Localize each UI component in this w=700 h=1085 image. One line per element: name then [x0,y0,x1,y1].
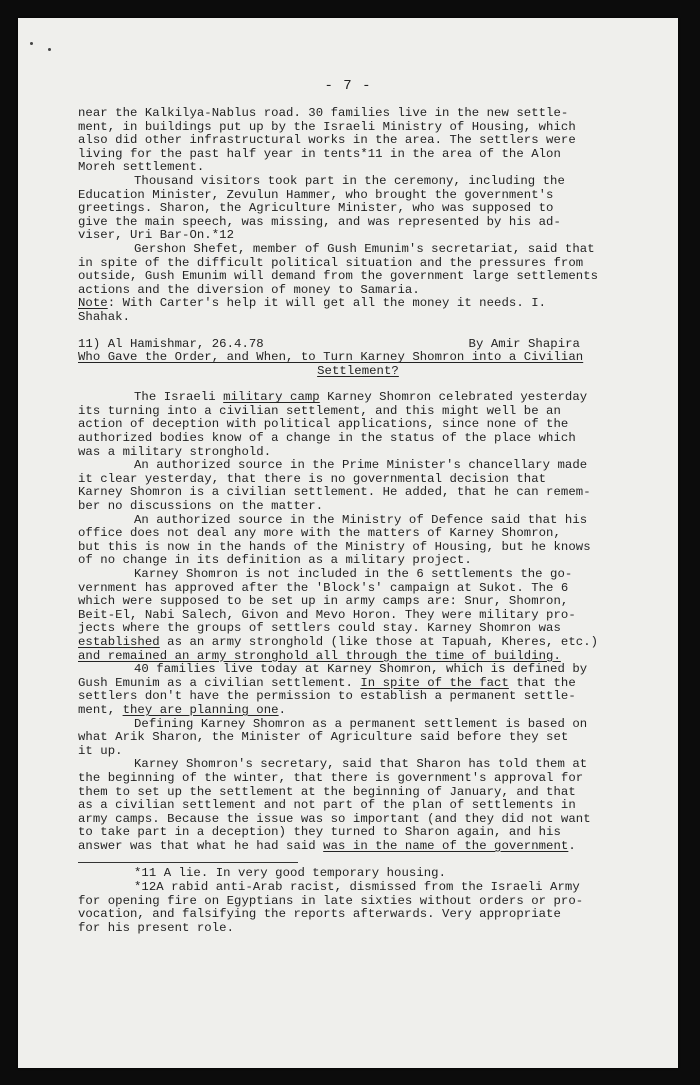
text-line: give the main speech, was missing, and was represented by his ad- [78,214,561,229]
text-line: also did other infrastructural works in the area. The settlers were [78,133,576,148]
note-signature: Shahak. [78,309,131,324]
text-line: Gershon Shefet, member of Gush Emunim's secretariat, said that [134,241,595,256]
text-line: but this is now in the hands of the Ministry of Housing, but he knows [78,539,591,554]
page-mark [30,42,33,45]
text-line: 40 families live today at Karney Shomron, which is defined by [134,662,588,677]
footnote-11: *11 A lie. In very good temporary housing. [134,866,447,881]
footnote-line: for opening fire on Egyptians in late sixties without orders or pro- [78,893,584,908]
text-line: Karney Shomron is a civilian settlement. He added, that he can remem- [78,485,591,500]
text-line: to take part in a deception) they turned to Sharon again, and his [78,825,561,840]
text-line: as a civilian settlement and not part of the plan of settlements in [78,798,576,813]
text-line: was a military stronghold. [78,444,272,459]
footnote-divider [78,862,298,863]
text-line: near the Kalkilya-Nablus road. 30 families live in the new settle- [78,106,569,120]
text-line: Gush Emunim as a civilian settlement. In spite of the fact that the [78,675,576,690]
footnote-line: for his present role. [78,920,235,935]
text-line: greetings. Sharon, the Agriculture Minister, who was supposed to [78,201,554,216]
text-line: The Israeli military camp Karney Shomron celebrated yesterday [134,390,588,405]
document-page [18,18,678,1068]
text-line: Defining Karney Shomron as a permanent settlement is based on [134,716,588,731]
article-header [78,338,638,352]
text-line: ment, in buildings put up by the Israeli Ministry of Housing, which [78,119,576,134]
text-line: jects where the groups of settlers could stay. Karney Shomron was [78,621,561,636]
body-text [78,107,638,935]
text-line: in spite of the difficult political situation and the pressures from [78,255,584,270]
text-line: viser, Uri Bar-On.*12 [78,228,235,243]
footnote-12: *12A rabid anti-Arab racist, dismissed from the Israeli Army [134,880,580,895]
text-line: vernment has approved after the 'Block's' campaign at Sukot. The 6 [78,580,569,595]
text-line: office does not deal any more with the matters of Karney Shomron, [78,526,561,541]
text-line: settlers don't have the permission to establish a permanent settle- [78,689,576,704]
text-line: An authorized source in the Prime Minister's chancellary made [134,458,588,473]
text-line: it clear yesterday, that there is no governmental decision that [78,471,547,486]
article-source: 11) Al Hamishmar, 26.4.78 [78,336,264,351]
text-line: living for the past half year in tents*11 in the area of the Alon [78,146,561,161]
text-line: answer was that what he had said was in the name of the government. [78,838,576,853]
page-number: - 7 - [324,78,372,94]
text-line: Karney Shomron's secretary, said that Sharon has told them at [134,757,588,772]
text-line: established as an army stronghold (like those at Tapuah, Kheres, etc.) [78,634,599,649]
text-line: the beginning of the winter, that there is government's approval for [78,770,584,785]
text-line: ber no discussions on the matter. [78,499,324,514]
text-line: Beit-El, Nabi Salech, Givon and Mevo Horon. They were military pro- [78,607,576,622]
text-line: them to set up the settlement at the beginning of January, and that [78,784,576,799]
text-line: Karney Shomron is not included in the 6 settlements the go- [134,567,573,581]
text-line: An authorized source in the Ministry of Defence said that his [134,512,588,527]
article-headline: Who Gave the Order, and When, to Turn Karney Shomron into a Civilian [78,350,584,365]
text-line: Moreh settlement. [78,160,205,175]
note-label: Note [78,296,108,311]
text-line: Thousand visitors took part in the ceremony, including the [134,173,565,188]
text-line: Education Minister, Zevulun Hammer, who brought the government's [78,187,554,202]
text-line: of no change in its definition as a military project. [78,553,472,568]
note-text: : With Carter's help it will get all the money it needs. I. [107,296,547,311]
text-line: it up. [78,743,123,758]
article-byline: By Amir Shapira [468,336,580,351]
text-line: actions and the diversion of money to Samaria. [78,282,420,297]
text-line: ment, they are planning one. [78,702,287,717]
text-line: its turning into a civilian settlement, and this might well be an [78,403,561,418]
footnote-line: vocation, and falsifying the reports afterwards. Very appropriate [78,907,561,922]
text-line: army camps. Because the issue was so important (and they did not want [78,811,591,826]
text-line: authorized bodies know of a change in the status of the place which [78,431,576,446]
text-line: action of deception with political applications, since none of the [78,417,569,432]
text-line: what Arik Sharon, the Minister of Agriculture said before they set [78,730,569,745]
text-line: which were supposed to be set up in army camps are: Snur, Shomron, [78,594,569,609]
note-line [78,297,638,311]
text-line: outside, Gush Emunim will demand from the government large settlements [78,269,599,284]
article-headline-cont: Settlement? [317,363,399,378]
page-mark [48,48,51,51]
text-line: and remained an army stronghold all through the time of building. [78,648,561,663]
